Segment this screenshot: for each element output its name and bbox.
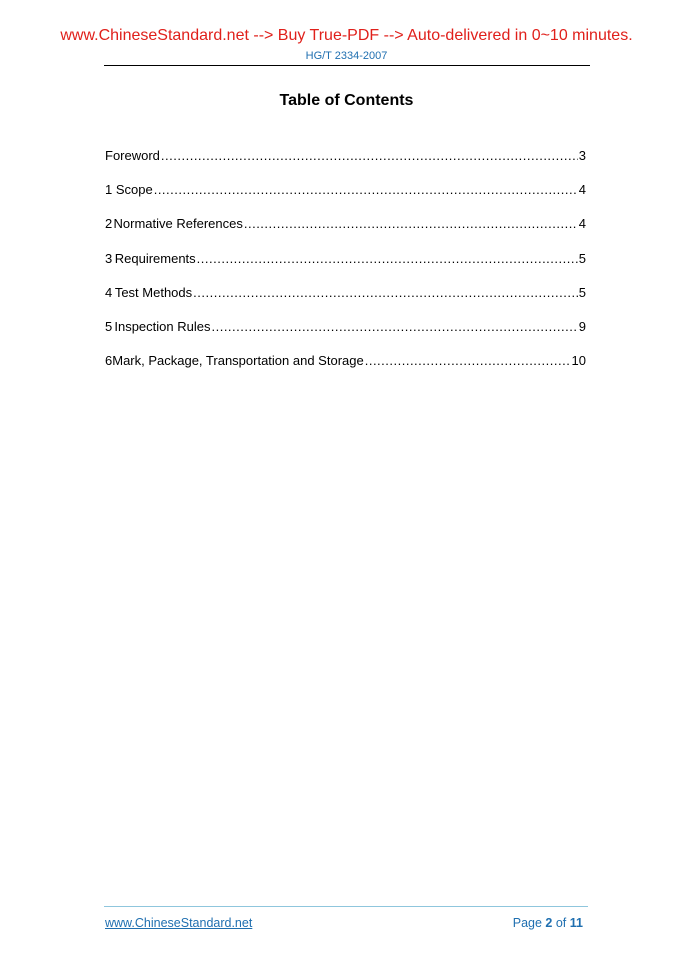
- page-indicator-of: of: [555, 916, 567, 930]
- document-code: HG/T 2334-2007: [305, 50, 388, 62]
- toc-entry-normative-references[interactable]: [105, 216, 586, 250]
- page-indicator: [513, 916, 583, 930]
- toc-entry-label: Test Methods: [114, 284, 193, 300]
- toc-entry-number: 4: [105, 284, 113, 300]
- toc-entry-number: 2: [105, 216, 113, 232]
- toc-dot-leader: [193, 285, 578, 300]
- footer-site-link[interactable]: www.ChineseStandard.net: [105, 916, 253, 930]
- footer-divider: [104, 906, 588, 907]
- toc-entry-requirements[interactable]: [105, 251, 586, 285]
- page-total: 11: [569, 916, 583, 930]
- page-indicator-prefix: Page: [512, 916, 542, 930]
- toc-entry-scope[interactable]: [105, 182, 586, 216]
- toc-entry-page: 10: [571, 353, 586, 369]
- toc-entry-foreword[interactable]: [105, 148, 586, 182]
- toc-dot-leader: [244, 216, 578, 231]
- page-current: 2: [545, 916, 553, 930]
- header-divider: [104, 65, 590, 66]
- toc-entry-label: Foreword: [105, 148, 160, 163]
- toc-entry-label: Scope: [115, 182, 153, 198]
- toc-entry-mark-package-transportation-storage[interactable]: [105, 353, 586, 387]
- promo-banner[interactable]: www.ChineseStandard.net --> Buy True-PDF --> Auto-delivered in 0~10 minutes.: [60, 27, 633, 44]
- toc-entry-page: 4: [578, 216, 586, 232]
- toc-dot-leader: [161, 148, 578, 163]
- toc-dot-leader: [365, 353, 571, 368]
- toc-entry-number: 1: [105, 182, 113, 198]
- toc-entry-label: Requirements: [114, 250, 196, 266]
- table-of-contents: [105, 148, 586, 387]
- toc-entry-label: Inspection Rules: [114, 318, 211, 334]
- toc-entry-page: 3: [578, 148, 586, 163]
- toc-entry-number: 3: [105, 250, 113, 266]
- toc-entry-label: Mark, Package, Transportation and Storage: [112, 353, 364, 369]
- toc-entry-number: 5: [105, 318, 113, 334]
- toc-entry-page: 4: [578, 182, 586, 198]
- toc-dot-leader: [154, 182, 578, 197]
- toc-title: Table of Contents: [279, 92, 414, 109]
- toc-entry-page: 5: [578, 284, 586, 300]
- toc-entry-number: 6: [105, 353, 113, 369]
- toc-entry-inspection-rules[interactable]: [105, 319, 586, 353]
- toc-entry-test-methods[interactable]: [105, 285, 586, 319]
- toc-entry-page: 9: [578, 318, 586, 334]
- toc-entry-page: 5: [578, 250, 586, 266]
- toc-entry-label: Normative References: [113, 216, 243, 232]
- toc-dot-leader: [211, 319, 577, 334]
- toc-dot-leader: [197, 251, 578, 266]
